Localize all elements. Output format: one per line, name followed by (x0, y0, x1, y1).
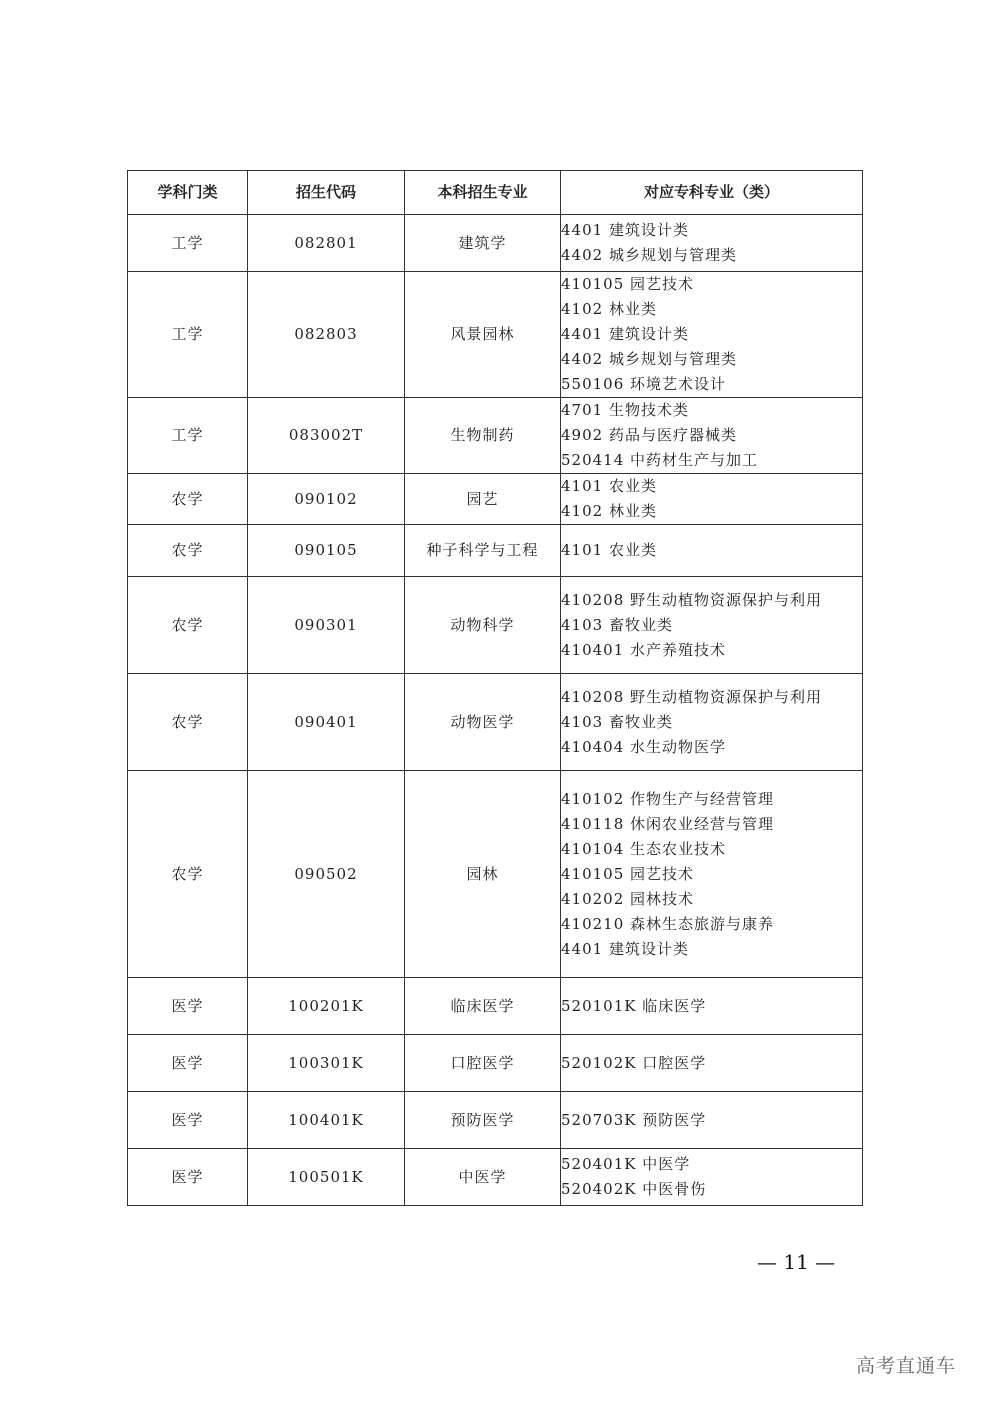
cell-code: 090105 (248, 525, 405, 577)
related-item: 4101 农业类 (561, 541, 657, 559)
cell-code: 090102 (248, 474, 405, 525)
table-row (128, 577, 863, 674)
cell-major: 预防医学 (405, 1092, 561, 1149)
cell-category: 医学 (128, 978, 248, 1035)
table-row (128, 474, 863, 525)
related-item: 410105 园艺技术 (561, 864, 695, 883)
related-item: 520402K 中医骨伤 (561, 1180, 707, 1198)
cell-related (561, 771, 863, 978)
table-row (128, 525, 863, 577)
related-item: 550106 环境艺术设计 (561, 375, 727, 393)
cell-code: 082801 (248, 215, 405, 272)
cell-category: 工学 (128, 215, 248, 272)
cell-category: 医学 (128, 1149, 248, 1206)
related-item: 4401 建筑设计类 (561, 939, 689, 958)
cell-related (561, 1149, 863, 1206)
cell-code: 082803 (248, 272, 405, 398)
related-item: 410404 水生动物医学 (561, 737, 727, 756)
cell-code: 090502 (248, 771, 405, 978)
cell-major: 园艺 (405, 474, 561, 525)
header-related: 对应专科专业（类） (561, 171, 863, 215)
cell-related (561, 525, 863, 577)
cell-category: 工学 (128, 398, 248, 474)
cell-major: 动物科学 (405, 577, 561, 674)
cell-category: 农学 (128, 577, 248, 674)
page-number: — 11 — (757, 1250, 836, 1274)
table-row (128, 771, 863, 978)
cell-related (561, 474, 863, 525)
table-row (128, 1149, 863, 1206)
table-header-row (128, 171, 863, 215)
table-row (128, 215, 863, 272)
cell-major: 动物医学 (405, 674, 561, 771)
cell-related (561, 398, 863, 474)
table-row (128, 1035, 863, 1092)
cell-major: 口腔医学 (405, 1035, 561, 1092)
related-item: 4103 畜牧业类 (561, 712, 673, 731)
cell-category: 医学 (128, 1035, 248, 1092)
cell-related (561, 978, 863, 1035)
related-item: 410208 野生动植物资源保护与利用 (561, 590, 823, 609)
cell-code: 100201K (248, 978, 405, 1035)
related-item: 410105 园艺技术 (561, 275, 695, 293)
related-item: 4102 林业类 (561, 502, 657, 520)
cell-related (561, 272, 863, 398)
related-item: 520401K 中医学 (561, 1155, 691, 1173)
cell-major: 生物制药 (405, 398, 561, 474)
related-item: 520703K 预防医学 (561, 1110, 707, 1129)
cell-code: 083002T (248, 398, 405, 474)
header-major: 本科招生专业 (405, 171, 561, 215)
cell-related (561, 674, 863, 771)
cell-related (561, 1092, 863, 1149)
cell-category: 农学 (128, 474, 248, 525)
table-row (128, 674, 863, 771)
cell-category: 医学 (128, 1092, 248, 1149)
header-category: 学科门类 (128, 171, 248, 215)
related-item: 4701 生物技术类 (561, 401, 689, 419)
related-item: 4402 城乡规划与管理类 (561, 246, 737, 264)
cell-related (561, 577, 863, 674)
related-item: 4902 药品与医疗器械类 (561, 426, 737, 444)
related-item: 4401 建筑设计类 (561, 221, 689, 239)
related-item: 520101K 临床医学 (561, 996, 707, 1015)
table-row (128, 398, 863, 474)
cell-category: 农学 (128, 525, 248, 577)
cell-major: 中医学 (405, 1149, 561, 1206)
cell-code: 100401K (248, 1092, 405, 1149)
cell-major: 园林 (405, 771, 561, 978)
related-item: 410210 森林生态旅游与康养 (561, 914, 775, 933)
cell-related (561, 215, 863, 272)
cell-code: 090301 (248, 577, 405, 674)
related-item: 4401 建筑设计类 (561, 325, 689, 343)
cell-related (561, 1035, 863, 1092)
major-mapping-table (127, 170, 863, 1206)
related-item: 410401 水产养殖技术 (561, 640, 727, 659)
cell-category: 农学 (128, 771, 248, 978)
related-item: 520414 中药材生产与加工 (561, 451, 759, 469)
related-item: 410102 作物生产与经营管理 (561, 789, 775, 808)
cell-code: 090401 (248, 674, 405, 771)
table-row (128, 978, 863, 1035)
header-code: 招生代码 (248, 171, 405, 215)
cell-code: 100301K (248, 1035, 405, 1092)
related-item: 4101 农业类 (561, 477, 657, 495)
related-item: 4402 城乡规划与管理类 (561, 350, 737, 368)
table-row (128, 1092, 863, 1149)
related-item: 410118 休闲农业经营与管理 (561, 814, 775, 833)
related-item: 4102 林业类 (561, 300, 657, 318)
related-item: 410202 园林技术 (561, 889, 695, 908)
related-item: 410104 生态农业技术 (561, 839, 727, 858)
cell-category: 工学 (128, 272, 248, 398)
cell-category: 农学 (128, 674, 248, 771)
cell-major: 风景园林 (405, 272, 561, 398)
cell-major: 临床医学 (405, 978, 561, 1035)
watermark-text: 高考直通车 (856, 1355, 957, 1377)
related-item: 410208 野生动植物资源保护与利用 (561, 687, 823, 706)
cell-code: 100501K (248, 1149, 405, 1206)
related-item: 520102K 口腔医学 (561, 1053, 707, 1072)
table-row (128, 272, 863, 398)
related-item: 4103 畜牧业类 (561, 615, 673, 634)
cell-major: 种子科学与工程 (405, 525, 561, 577)
cell-major: 建筑学 (405, 215, 561, 272)
